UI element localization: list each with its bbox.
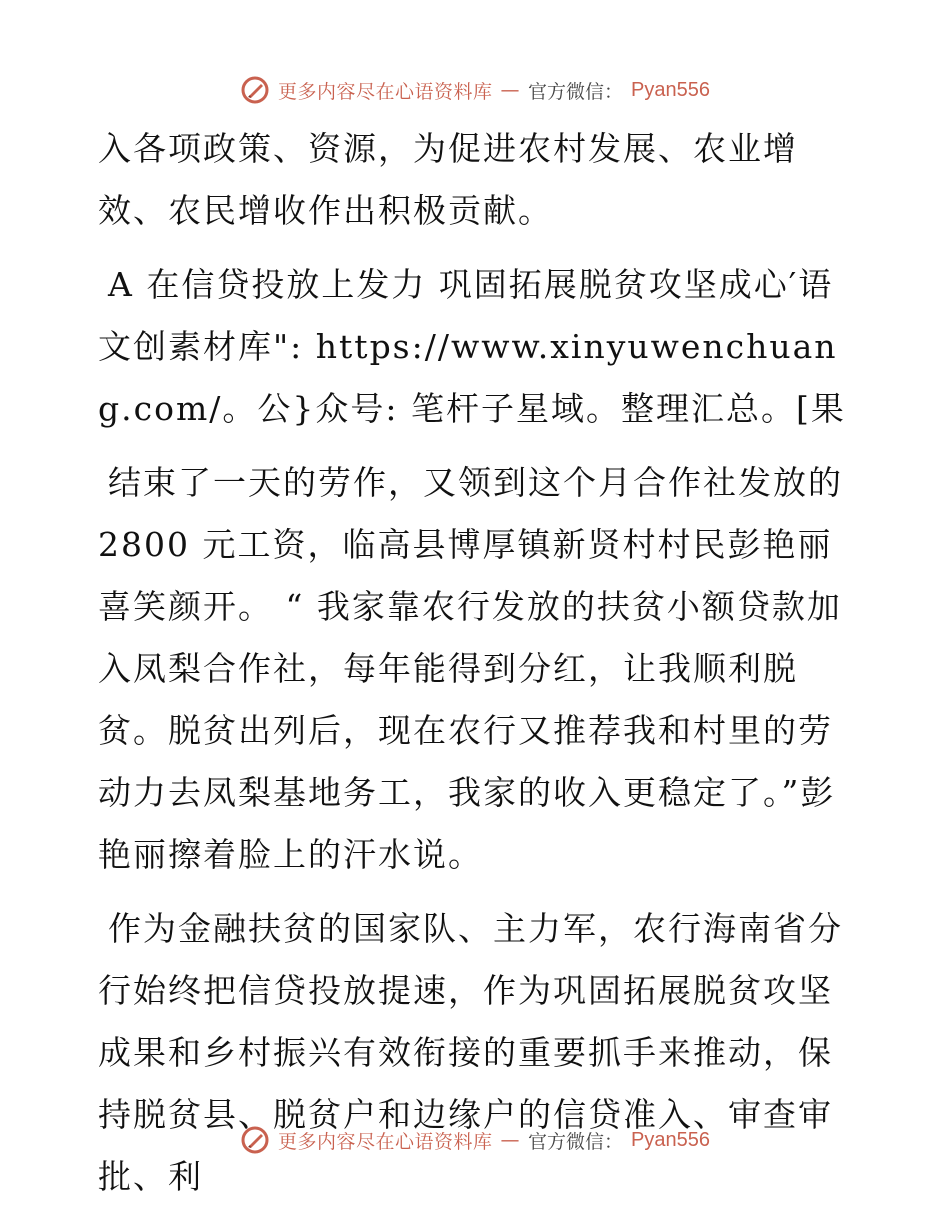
document-body <box>98 118 858 1208</box>
footer-dash: — <box>500 1129 521 1151</box>
quill-seal-icon <box>240 1125 270 1155</box>
footer-wechat-id: Pyan556 <box>631 1128 710 1151</box>
header-banner <box>0 72 950 108</box>
quill-seal-icon <box>240 75 270 105</box>
paragraph-3: 结束了一天的劳作，又领到这个月合作社发放的2800 元工资，临高县博厚镇新贤村村民彭艳丽喜笑颜开。 “ 我家靠农行发放的扶贫小额贷款加入凤梨合作社，每年能得到分红，让我顺利脱贫。脱贫出列后，现在农行又推荐我和村里的劳动力去凤梨基地务工，我家的收入更稳定了。”彭艳丽擦着脸上的汗水说。 <box>98 463 843 874</box>
banner-wechat-id: Pyan556 <box>631 78 710 101</box>
paragraph-2: A 在信贷投放上发力 巩固拓展脱贫攻坚成心′语文创素材库": https://www.xinyuwenchuang.com/。公}众号: 笔杆子星域。整理汇总。[果 <box>98 265 846 428</box>
paragraph-4: 作为金融扶贫的国家队、主力军，农行海南省分行始终把信贷投放提速，作为巩固拓展脱贫攻坚成果和乡村振兴有效衔接的重要抓手来推动，保持脱贫县、脱贫户和边缘户的信贷准入、审查审批、利 <box>98 909 843 1196</box>
paragraph-1: 入各项政策、资源，为促进农村发展、农业增效、农民增收作出积极贡献。 <box>98 129 798 230</box>
banner-site-text: 更多内容尽在心语资料库 <box>278 80 493 103</box>
banner-dash: — <box>500 79 521 101</box>
footer-banner <box>0 1122 950 1158</box>
footer-wechat-label: 官方微信： <box>528 1130 624 1153</box>
banner-wechat-label: 官方微信： <box>528 80 624 103</box>
footer-site-text: 更多内容尽在心语资料库 <box>278 1130 493 1153</box>
